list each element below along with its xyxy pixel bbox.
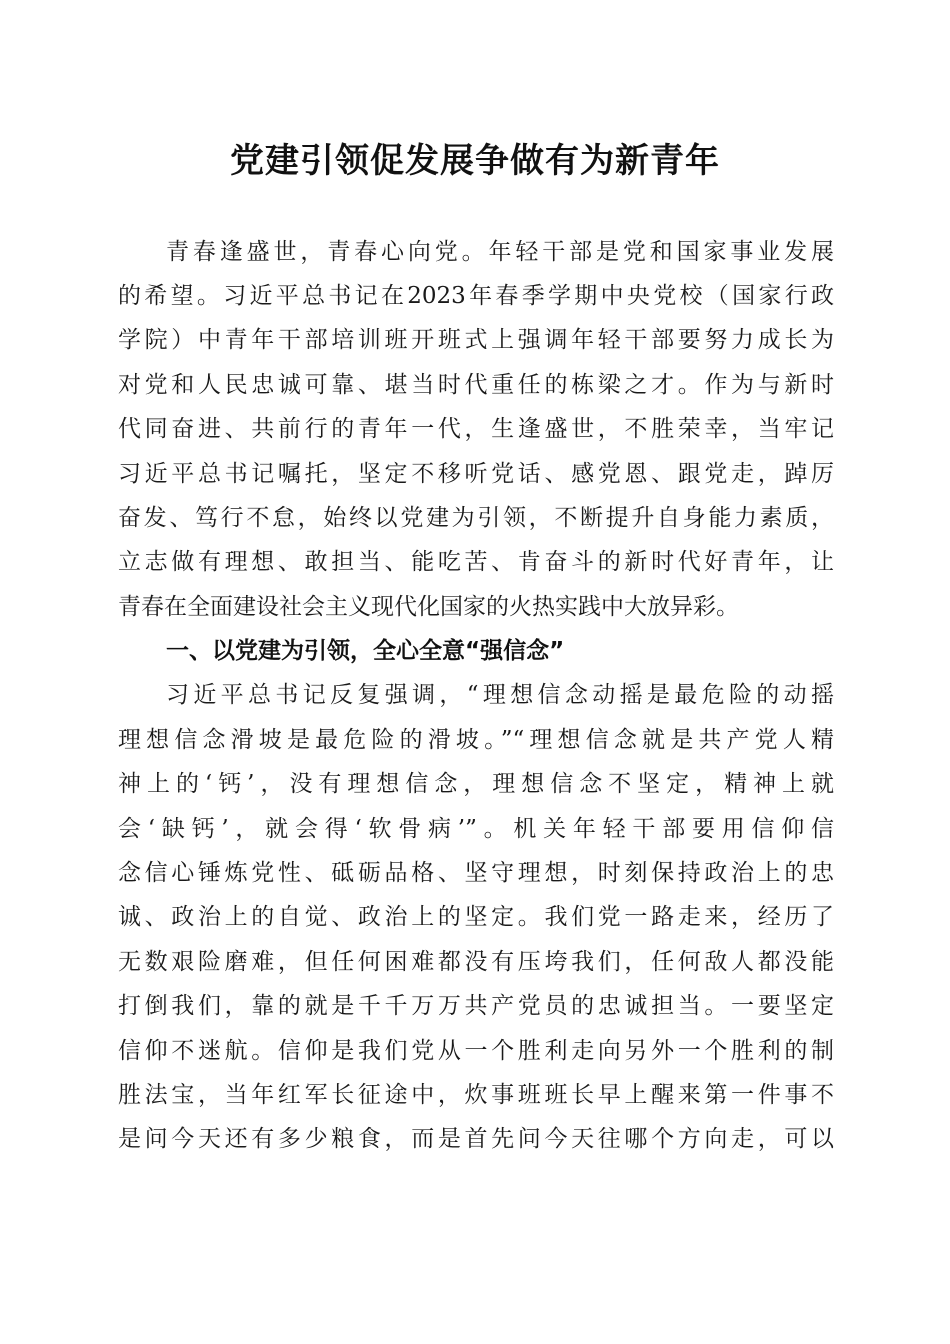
section-heading-1: 一、以党建为引领，全心全意“强信念” (166, 638, 565, 664)
document-title: 党建引领促发展争做有为新青年 (230, 141, 720, 181)
section1-line-11: 是问今天还有多少粮食，而是首先问今天往哪个方向走，可以 (118, 1126, 834, 1152)
intro-line-5: 代同奋进、共前行的青年一代，生逢盛世，不胜荣幸，当牢记 (118, 416, 834, 442)
section1-line-2: 理想信念滑坡是最危险的滑坡。”“理想信念就是共产党人精 (118, 727, 834, 753)
section1-line-5: 念信心锤炼党性、砥砺品格、坚守理想，时刻保持政治上的忠 (118, 860, 834, 886)
section1-line-3: 神上的‘钙’，没有理想信念，理想信念不坚定，精神上就 (118, 771, 834, 797)
intro-line-3: 学院）中青年干部培训班开班式上强调年轻干部要努力成长为 (118, 327, 834, 353)
section1-line-7: 无数艰险磨难，但任何困难都没有压垮我们，任何敌人都没能 (118, 949, 834, 975)
intro-line-2: 的希望。习近平总书记在2023年春季学期中央党校（国家行政 (118, 283, 834, 309)
intro-line-9: 青春在全面建设社会主义现代化国家的火热实践中大放异彩。 (118, 594, 739, 620)
intro-line-1: 青春逢盛世，青春心向党。年轻干部是党和国家事业发展 (166, 239, 834, 265)
section1-line-1: 习近平总书记反复强调，“理想信念动摇是最危险的动摇 (166, 682, 834, 708)
intro-line-8: 立志做有理想、敢担当、能吃苦、肯奋斗的新时代好青年，让 (118, 549, 834, 575)
section1-line-9: 信仰不迷航。信仰是我们党从一个胜利走向另外一个胜利的制 (118, 1038, 834, 1064)
section1-line-8: 打倒我们，靠的就是千千万万共产党员的忠诚担当。一要坚定 (118, 993, 834, 1019)
section1-line-10: 胜法宝，当年红军长征途中，炊事班班长早上醒来第一件事不 (118, 1082, 834, 1108)
section1-line-6: 诚、政治上的自觉、政治上的坚定。我们党一路走来，经历了 (118, 904, 834, 930)
section1-line-4: 会‘缺钙’，就会得‘软骨病’”。机关年轻干部要用信仰信 (118, 816, 834, 842)
intro-line-7: 奋发、笃行不怠，始终以党建为引领，不断提升自身能力素质， (118, 505, 834, 531)
intro-line-6: 习近平总书记嘱托，坚定不移听党话、感党恩、跟党走，踔厉 (118, 461, 834, 487)
intro-line-4: 对党和人民忠诚可靠、堪当时代重任的栋梁之才。作为与新时 (118, 372, 834, 398)
